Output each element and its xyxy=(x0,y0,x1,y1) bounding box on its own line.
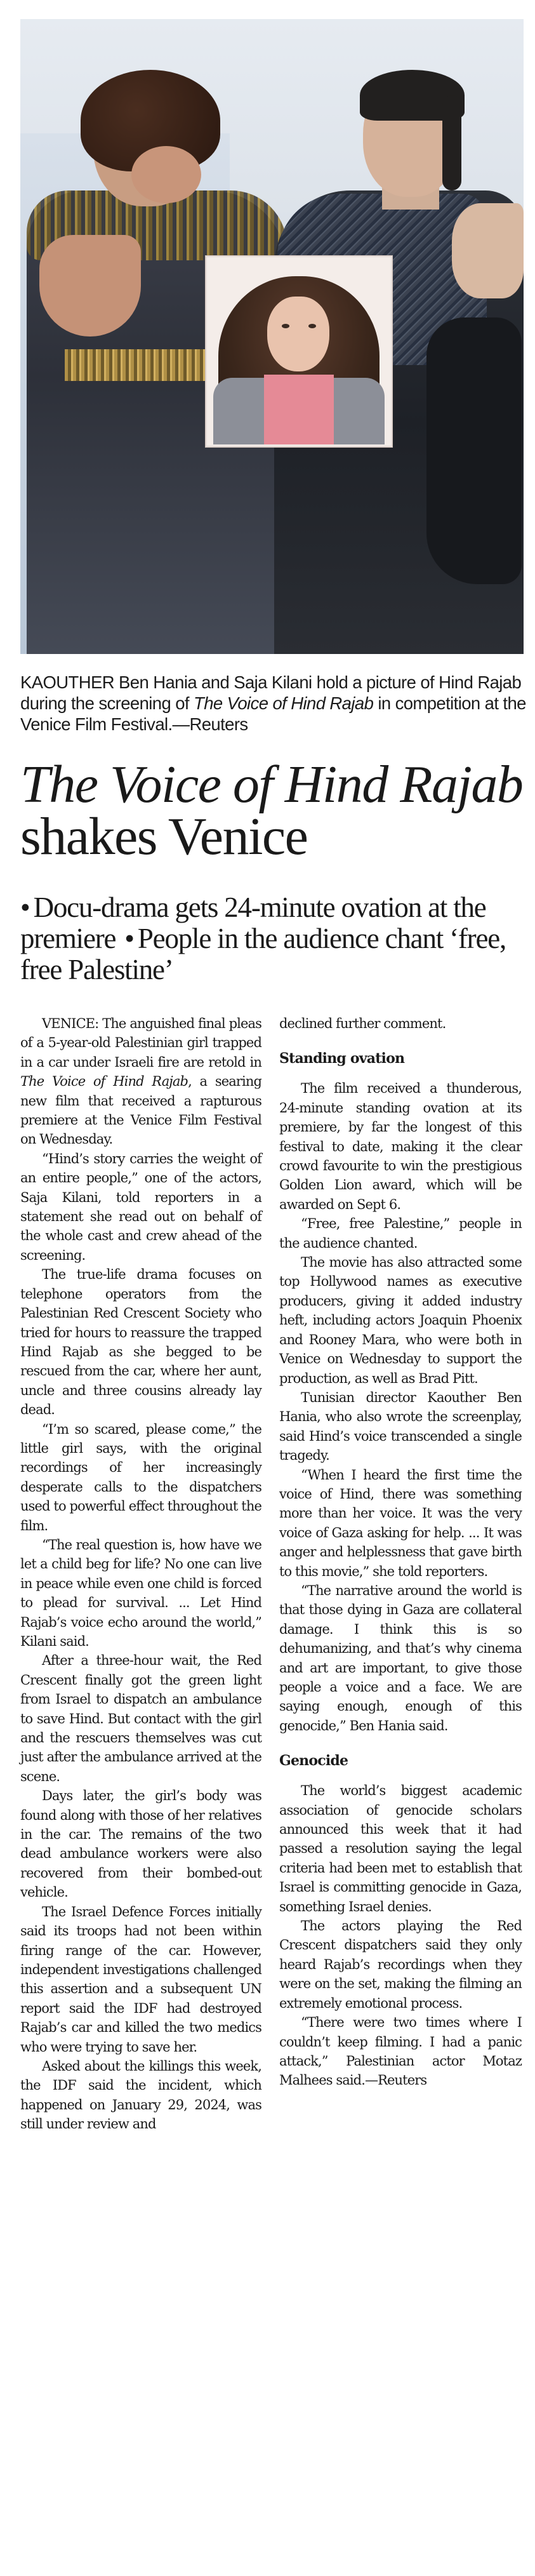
article-paragraph: “There were two times where I couldn’t keep filming. I had a panic attack,” Palestinian actor Motaz Malhees said.—Reuters xyxy=(279,2015,522,2088)
photo-figure-right-ponytail xyxy=(442,95,461,190)
held-portrait-of-child xyxy=(206,256,392,447)
article-paragraph xyxy=(20,1014,261,1149)
article-paragraph: “Hind’s story carries the weight of an entire people,” one of the actors, Saja Kilani, told reporters in a statement she read out on behalf of the whole cast and crew ahead of the screening. xyxy=(20,1151,261,1263)
caption-film-title: The Voice of Hind Rajab xyxy=(194,693,374,713)
article-paragraph: Days later, the girl’s body was found along with those of her relatives in the car. The remains of the two dead ambulance workers were also recovered from their bombed-out vehicle. xyxy=(20,1788,261,1900)
article-column-right xyxy=(279,1014,522,2090)
photo-caption xyxy=(20,672,528,735)
subheadline xyxy=(20,892,528,985)
article-paragraph: The actors playing the Red Crescent dispatchers said they only heard Rajab’s recordings when they were on the set, making the filming an extremely emotional process. xyxy=(279,1918,522,2011)
article-paragraph: “I’m so scared, please come,” the little girl says, with the original recordings of her increasingly desperate calls to the dispatchers used to powerful effect throughout the film. xyxy=(20,1421,261,1533)
portrait-face xyxy=(267,297,329,371)
subhead-point-2: People in the audience chant ‘free, free Palestine’ xyxy=(20,923,506,985)
lead-continuation: , a searing new film that received a rapturous premiere at the Venice Film Festival on Wednesday. xyxy=(20,1074,262,1147)
portrait-jacket-left xyxy=(213,378,267,444)
caption-text-a: KAOUTHER Ben Hania and Saja Kilani hold a picture of Hind Rajab during the screening of xyxy=(20,672,522,713)
film-title-italic: The Voice of Hind Rajab xyxy=(20,1074,188,1090)
article-paragraph: Tunisian director Kaouther Ben Hania, who also wrote the screenplay, said Hind’s voice transcended a single tragedy. xyxy=(279,1389,522,1464)
headline-rest: shakes Venice xyxy=(20,807,308,866)
article-paragraph-continued: declined further comment. xyxy=(279,1016,446,1031)
headline-film-title: The Voice of Hind Rajab xyxy=(20,755,523,814)
article-paragraph: “The narrative around the world is that those dying in Gaza are collateral damage. I think this is so dehumanizing, and that’s why cinema and art are important, to give those people a voice and a face. We are saying enough, enough of this genocide,” Ben Hania said. xyxy=(279,1582,522,1733)
article-paragraph: The film received a thunderous, 24-minute standing ovation at its premiere, by far the longest of this festival to date, making it the clear crowd favourite to win the prestigious Golden Lion award, which will be awarded on Sept 6. xyxy=(279,1081,522,1212)
portrait-shirt xyxy=(264,375,334,444)
caption-text-b: in competition at the Venice Film Festival.—Reuters xyxy=(20,693,526,734)
photo-figure-right-shoulder xyxy=(452,203,524,298)
article-paragraph: The world’s biggest academic association of genocide scholars announced this week that it had passed a resolution saying the legal criteria had been met to establish that Israel is committing genocide in Gaza, something Israel denies. xyxy=(279,1783,522,1914)
article-paragraph: The true-life drama focuses on telephone operators from the Palestinian Red Crescent Society who tried for hours to reassure the trapped Hind Rajab as she begged to be rescued from the car, where her aunt, uncle and three cousins already lay dead. xyxy=(20,1267,261,1418)
portrait-eye-right xyxy=(308,324,316,328)
bullet-icon: • xyxy=(20,891,30,923)
article-paragraph: After a three-hour wait, the Red Crescent finally got the green light from Israel to dispatch an ambulance to save Hind. But contact with the girl and the rescuers themselves was cut just after the ambulance arrived at the scene. xyxy=(20,1653,261,1784)
article-paragraph: “The real question is, how have we let a child beg for life? No one can live in peace while even one child is forced to plead for survival. ... Let Hind Rajab’s voice echo around the world,” Kilani said. xyxy=(20,1537,261,1649)
portrait-jacket-right xyxy=(331,378,385,444)
section-heading-genocide: Genocide xyxy=(279,1752,348,1770)
article-column-left xyxy=(20,1014,261,2134)
article-paragraph: “When I heard the first time the voice of Hind, there was something more than her voice. It was the very voice of Gaza asking for help. ... It was anger and helplessness that gave birth to this movie,” she told reporters. xyxy=(279,1467,522,1579)
bullet-icon: • xyxy=(124,923,134,954)
photo-figure-left-hand xyxy=(131,146,201,203)
photo-figure-right-glove xyxy=(426,317,522,584)
news-photo xyxy=(20,19,524,654)
subhead-point-1: Docu-drama gets 24-minute ovation at the premiere xyxy=(20,891,486,954)
article-paragraph: The Israel Defence Forces initially said its troops had not been within firing range of the car. However, independent investigations challenged this assertion and a subsequent UN report said the IDF had destroyed Rajab’s car and killed the two medics who were trying to save her. xyxy=(20,1904,261,2055)
article-paragraph: “Free, free Palestine,” people in the audience chanted. xyxy=(279,1216,522,1251)
article-paragraph: The movie has also attracted some top Hollywood names as executive producers, giving it added industry heft, including actors Joaquin Phoenix and Rooney Mara, who were both in Venice on Wednesday to support the production, as well as Brad Pitt. xyxy=(279,1255,522,1386)
photo-figure-left-arm xyxy=(39,235,141,337)
headline xyxy=(20,755,528,866)
dateline-lead: VENICE: The anguished final pleas of a 5-year-old Palestinian girl trapped in a car under Israeli fire are retold in xyxy=(20,1016,261,1070)
portrait-eye-left xyxy=(282,324,289,328)
section-heading-standing-ovation: Standing ovation xyxy=(279,1050,405,1067)
article-paragraph: Asked about the killings this week, the IDF said the incident, which happened on January 29, 2024, was still under review and xyxy=(20,2058,261,2132)
